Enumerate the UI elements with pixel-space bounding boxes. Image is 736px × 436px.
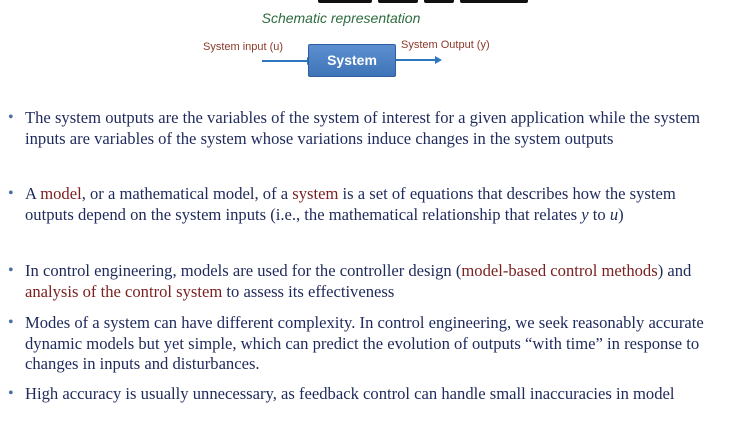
bullet-text: Modes of a system can have different complexity. In control engineering, we seek reasonably accurate dynamic models but yet simple, which can predict the evolution of outputs “with time” in response to changes in inputs and disturbances. [25, 313, 704, 373]
bullet-text: , or a mathematical model, of a [81, 184, 293, 203]
bullet-text: to [588, 204, 610, 224]
input-arrow [262, 60, 308, 62]
variable-u: u [609, 204, 619, 224]
system-output-label: System Output (y) [401, 39, 490, 51]
bullet-item [8, 384, 725, 405]
bullet-text: ) and [657, 261, 692, 280]
bullet-dot-icon: • [8, 314, 14, 331]
highlight-text: model-based control methods [461, 261, 658, 280]
bullet-dot-icon: • [8, 109, 14, 126]
bullet-text: The system outputs are the variables of the system of interest for a given application while the system [25, 108, 701, 127]
cropped-title-fragment [318, 0, 528, 3]
bullet-text: High accuracy is usually unnecessary, as feedback control can handle small inaccuracies in model [25, 384, 675, 403]
bullet-item [8, 313, 725, 375]
bullet-text: ) [618, 204, 624, 224]
highlight-text: analysis of the control system [25, 281, 223, 301]
bullet-text: is a set of equations that describes how the system outputs depend on the system inputs (i.e., the mathematical relationship that relates [25, 184, 676, 224]
bullet-text: A [25, 184, 41, 203]
bullet-text: In control engineering, models are used for the controller design ( [25, 261, 462, 280]
bullet-text: inputs [25, 128, 66, 148]
variable-y: y [581, 204, 589, 224]
bullet-text: to assess its effectiveness [222, 281, 395, 301]
bullet-item [8, 108, 725, 149]
bullet-dot-icon: • [8, 385, 14, 402]
system-block: System [308, 44, 396, 77]
output-arrow [396, 59, 436, 61]
highlight-text: system [292, 184, 339, 203]
bullet-dot-icon: • [8, 185, 14, 202]
bullet-item [8, 184, 725, 225]
highlight-text: model [40, 184, 82, 203]
bullet-item [8, 261, 725, 302]
bullet-text: are variables of the system whose variations induce changes in the system outputs [65, 128, 614, 148]
schematic-title: Schematic representation [261, 10, 421, 26]
system-input-label: System input (u) [203, 41, 284, 53]
bullet-dot-icon: • [8, 262, 14, 279]
